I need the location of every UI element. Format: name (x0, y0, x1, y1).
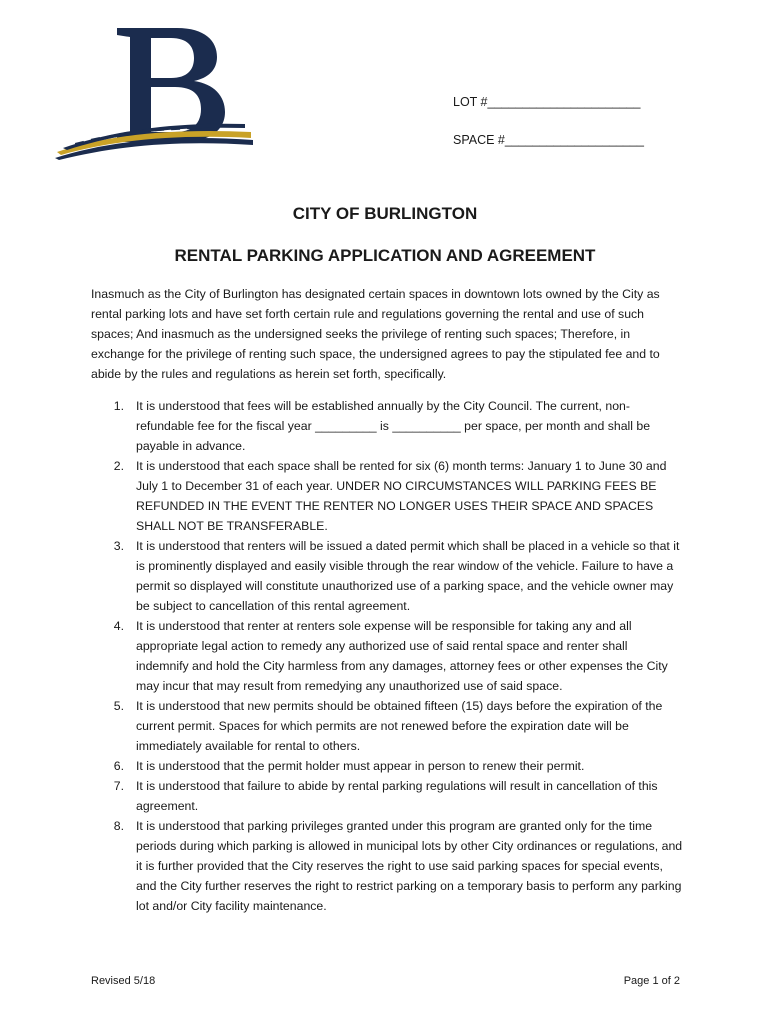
term-number: 4. (113, 619, 124, 633)
term-text: It is understood that each space shall be rented for six (6) month terms: January 1 to June 30 and July 1 to December 31 of each year. UNDER NO CIRCUMSTANCES WILL PARKING FEES BE REFUNDED IN THE EVENT THE RENTER NO LONGER USES THEIR SPACE AND SPACES SHALL NOT BE TRANSFERABLE. (136, 459, 667, 533)
terms-list (91, 396, 683, 916)
term-item (91, 696, 683, 756)
document-title: RENTAL PARKING APPLICATION AND AGREEMENT (174, 246, 596, 265)
city-title: CITY OF BURLINGTON (292, 204, 478, 223)
page-number: Page 1 of 2 (623, 975, 680, 987)
city-of-burlington-b-logo-icon (55, 24, 255, 160)
term-number: 6. (113, 759, 124, 773)
term-text: It is understood that renter at renters sole expense will be responsible for taking any and all appropriate legal action to remedy any authorized use of said rental space and renter shall indemnify and hold the City harmless from any damages, attorney fees or other expenses the City may incur that may result from remedying any unauthorized use of said space. (136, 619, 668, 693)
term-text: It is understood that new permits should be obtained fifteen (15) days before the expiration of the current permit. Spaces for which permits are not renewed before the expiration date will be immediately available for rental to others. (136, 699, 663, 753)
term-text: It is understood that renters will be issued a dated permit which shall be placed in a vehicle so that it is prominently displayed and easily visible through the rear window of the vehicle. Failure to have a permit so displayed will constitute unauthorized use of a parking space, and the vehicle owner may be subject to cancellation of this rental agreement. (136, 539, 680, 613)
term-number: 8. (113, 819, 124, 833)
term-text: It is understood that the permit holder must appear in person to renew their permit. (136, 759, 585, 773)
agreement-body (91, 284, 683, 916)
intro-paragraph: Inasmuch as the City of Burlington has designated certain spaces in downtown lots owned by the City as rental parking lots and have set forth certain rule and regulations governing the rental and use of such spaces; And inasmuch as the undersigned seeks the privilege of renting such spaces; Therefore, in exchange for the privilege of renting such space, the undersigned agrees to pay the stipulated fee and to abide by the rules and regulations as herein set forth, specifically. (91, 287, 660, 381)
term-number: 1. (113, 399, 124, 413)
space-number-field[interactable]: SPACE #____________________ (453, 133, 644, 147)
term-item (91, 456, 683, 536)
term-item (91, 616, 683, 696)
term-text: It is understood that failure to abide by rental parking regulations will result in cancellation of this agreement. (136, 779, 658, 813)
term-item (91, 396, 683, 456)
term-item (91, 536, 683, 616)
term-text: It is understood that parking privileges granted under this program are granted only for the time periods during which parking is allowed in municipal lots by other City ordinances or regulations, and it is further provided that the City reserves the right to use said parking spaces for special events, and the City further reserves the right to restrict parking on a temporary basis to perform any parking lot and/or City facility maintenance. (136, 819, 683, 913)
term-text: It is understood that fees will be established annually by the City Council. The current, non-refundable fee for the fiscal year _________ is __________ per space, per month and shall be payable in advance. (136, 399, 651, 453)
term-number: 7. (113, 779, 124, 793)
term-item (91, 776, 683, 816)
revision-note: Revised 5/18 (91, 975, 156, 987)
term-number: 2. (113, 459, 124, 473)
term-item (91, 756, 683, 776)
term-number: 3. (113, 539, 124, 553)
lot-space-block (453, 94, 644, 148)
lot-number-field[interactable]: LOT #______________________ (453, 95, 641, 109)
term-number: 5. (113, 699, 124, 713)
term-item (91, 816, 683, 916)
